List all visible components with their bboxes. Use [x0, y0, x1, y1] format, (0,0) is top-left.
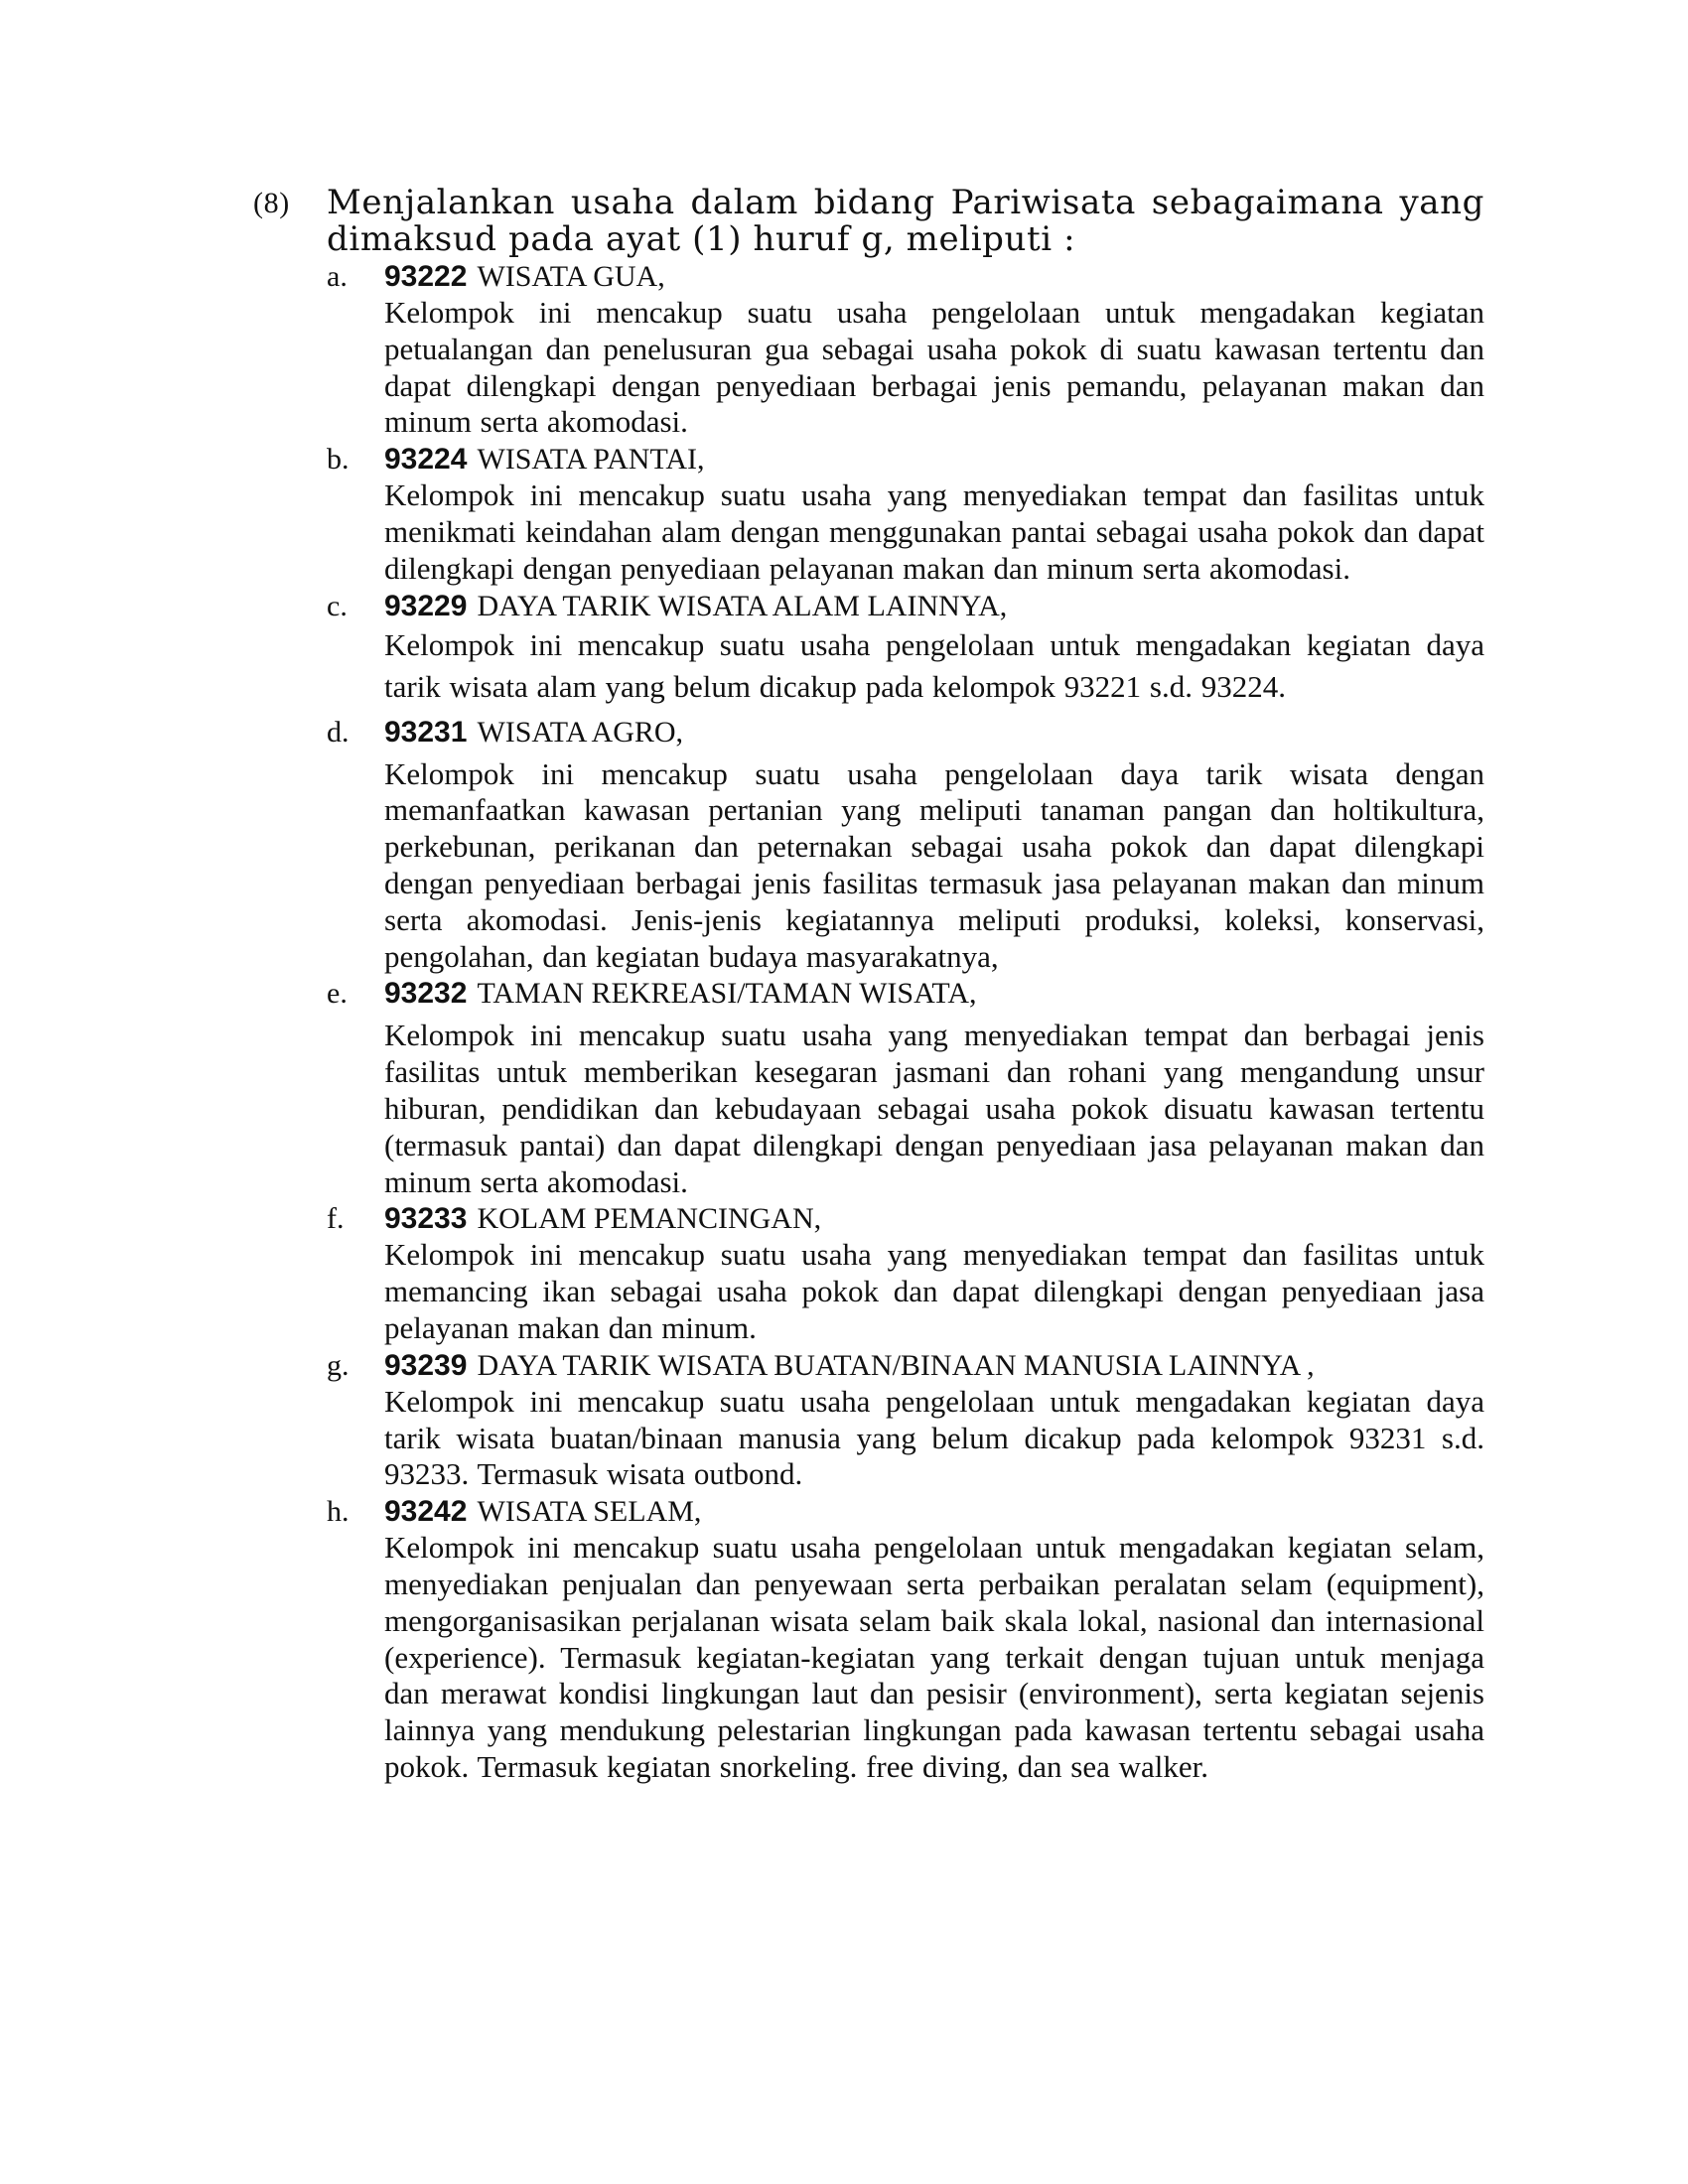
section-heading	[253, 185, 1484, 258]
item-description: Kelompok ini mencakup suatu usaha pengelolaan untuk mengadakan kegiatan petualangan dan penelusuran gua sebagai usaha pokok di suatu kawasan tertentu dan dapat dilengkapi dengan penyediaan berbagai jenis pemandu, pelayanan makan dan minum serta akomodasi.	[384, 295, 1484, 440]
kbli-code: 93233	[384, 1202, 468, 1236]
list-item	[327, 258, 1484, 441]
section-number: (8)	[253, 187, 290, 219]
item-letter: g.	[327, 1348, 350, 1382]
list-item	[327, 441, 1484, 587]
section-intro: Menjalankan usaha dalam bidang Pariwisata sebagaimana yang dimaksud pada ayat (1) huruf g, meliputi :	[327, 183, 1484, 259]
item-description: Kelompok ini mencakup suatu usaha pengelolaan untuk mengadakan kegiatan daya tarik wisata buatan/binaan manusia yang belum dicakup pada kelompok 93231 s.d. 93233. Termasuk wisata outbond.	[384, 1383, 1484, 1492]
item-title-line	[384, 1493, 1484, 1530]
kbli-code: 93242	[384, 1495, 468, 1529]
item-list	[327, 258, 1484, 1786]
kbli-code: 93229	[384, 589, 468, 622]
item-description: Kelompok ini mencakup suatu usaha pengelolaan untuk mengadakan kegiatan selam, menyediakan penjualan dan penyewaan serta perbaikan peralatan selam (equipment), mengorganisasikan perjalanan wisata selam baik skala lokal, nasional dan internasional (experience). Termasuk kegiatan-kegiatan yang terkait dengan tujuan untuk menjaga dan merawat kondisi lingkungan laut dan pesisir (environment), serta kegiatan sejenis lainnya yang mendukung pelestarian lingkungan pada kawasan tertentu sebagai usaha pokok. Termasuk kegiatan snorkeling. free diving, dan sea walker.	[384, 1530, 1484, 1784]
item-title-line	[384, 1347, 1484, 1384]
kbli-code: 93222	[384, 260, 468, 293]
item-title-line	[384, 1200, 1484, 1237]
item-title: DAYA TARIK WISATA BUATAN/BINAAN MANUSIA LAINNYA ,	[477, 1348, 1315, 1382]
item-title-line	[384, 258, 1484, 295]
item-title: DAYA TARIK WISATA ALAM LAINNYA,	[477, 589, 1008, 622]
item-letter: h.	[327, 1495, 350, 1529]
section-8	[253, 185, 1484, 1786]
item-letter: f.	[327, 1202, 345, 1236]
item-title-line	[384, 975, 1484, 1012]
item-letter: e.	[327, 977, 348, 1011]
item-title-line	[384, 714, 1484, 751]
kbli-code: 93239	[384, 1348, 468, 1382]
list-item	[327, 714, 1484, 976]
list-item	[327, 975, 1484, 1200]
item-letter: b.	[327, 443, 350, 477]
item-letter: d.	[327, 715, 350, 749]
item-letter: a.	[327, 260, 348, 293]
item-title: WISATA PANTAI,	[477, 443, 705, 477]
item-description: Kelompok ini mencakup suatu usaha pengelolaan untuk mengadakan kegiatan daya tarik wisata alam yang belum dicakup pada kelompok 93221 s.d. 93224.	[384, 626, 1484, 704]
item-title: WISATA SELAM,	[477, 1495, 702, 1529]
item-description: Kelompok ini mencakup suatu usaha pengelolaan daya tarik wisata dengan memanfaatkan kawasan pertanian yang meliputi tanaman pangan dan holtikultura, perkebunan, perikanan dan peternakan sebagai usaha pokok dan dapat dilengkapi dengan penyediaan berbagai jenis fasilitas termasuk jasa pelayanan makan dan minum serta akomodasi. Jenis-jenis kegiatannya meliputi produksi, koleksi, konservasi, pengolahan, dan kegiatan budaya masyarakatnya,	[384, 755, 1484, 974]
item-title: WISATA GUA,	[477, 260, 665, 293]
item-title: KOLAM PEMANCINGAN,	[477, 1202, 822, 1236]
list-item	[327, 1347, 1484, 1493]
item-title: WISATA AGRO,	[477, 715, 684, 749]
item-letter: c.	[327, 589, 348, 622]
item-title-line	[384, 588, 1484, 624]
item-description: Kelompok ini mencakup suatu usaha yang menyediakan tempat dan fasilitas untuk memancing ikan sebagai usaha pokok dan dapat dilengkapi dengan penyediaan jasa pelayanan makan dan minum.	[384, 1237, 1484, 1345]
list-item	[327, 588, 1484, 708]
item-description: Kelompok ini mencakup suatu usaha yang menyediakan tempat dan berbagai jenis fasilitas untuk memberikan kesegaran jasmani dan rohani yang mengandung unsur hiburan, pendidikan dan kebudayaan sebagai usaha pokok disuatu kawasan tertentu (termasuk pantai) dan dapat dilengkapi dengan penyediaan jasa pelayanan makan dan minum serta akomodasi.	[384, 1018, 1484, 1199]
list-item	[327, 1493, 1484, 1786]
item-description: Kelompok ini mencakup suatu usaha yang menyediakan tempat dan fasilitas untuk menikmati keindahan alam dengan menggunakan pantai sebagai usaha pokok dan dapat dilengkapi dengan penyediaan pelayanan makan dan minum serta akomodasi.	[384, 478, 1484, 586]
kbli-code: 93232	[384, 977, 468, 1011]
list-item	[327, 1200, 1484, 1346]
item-title-line	[384, 441, 1484, 478]
item-title: TAMAN REKREASI/TAMAN WISATA,	[477, 977, 977, 1011]
kbli-code: 93231	[384, 715, 468, 749]
kbli-code: 93224	[384, 443, 468, 477]
